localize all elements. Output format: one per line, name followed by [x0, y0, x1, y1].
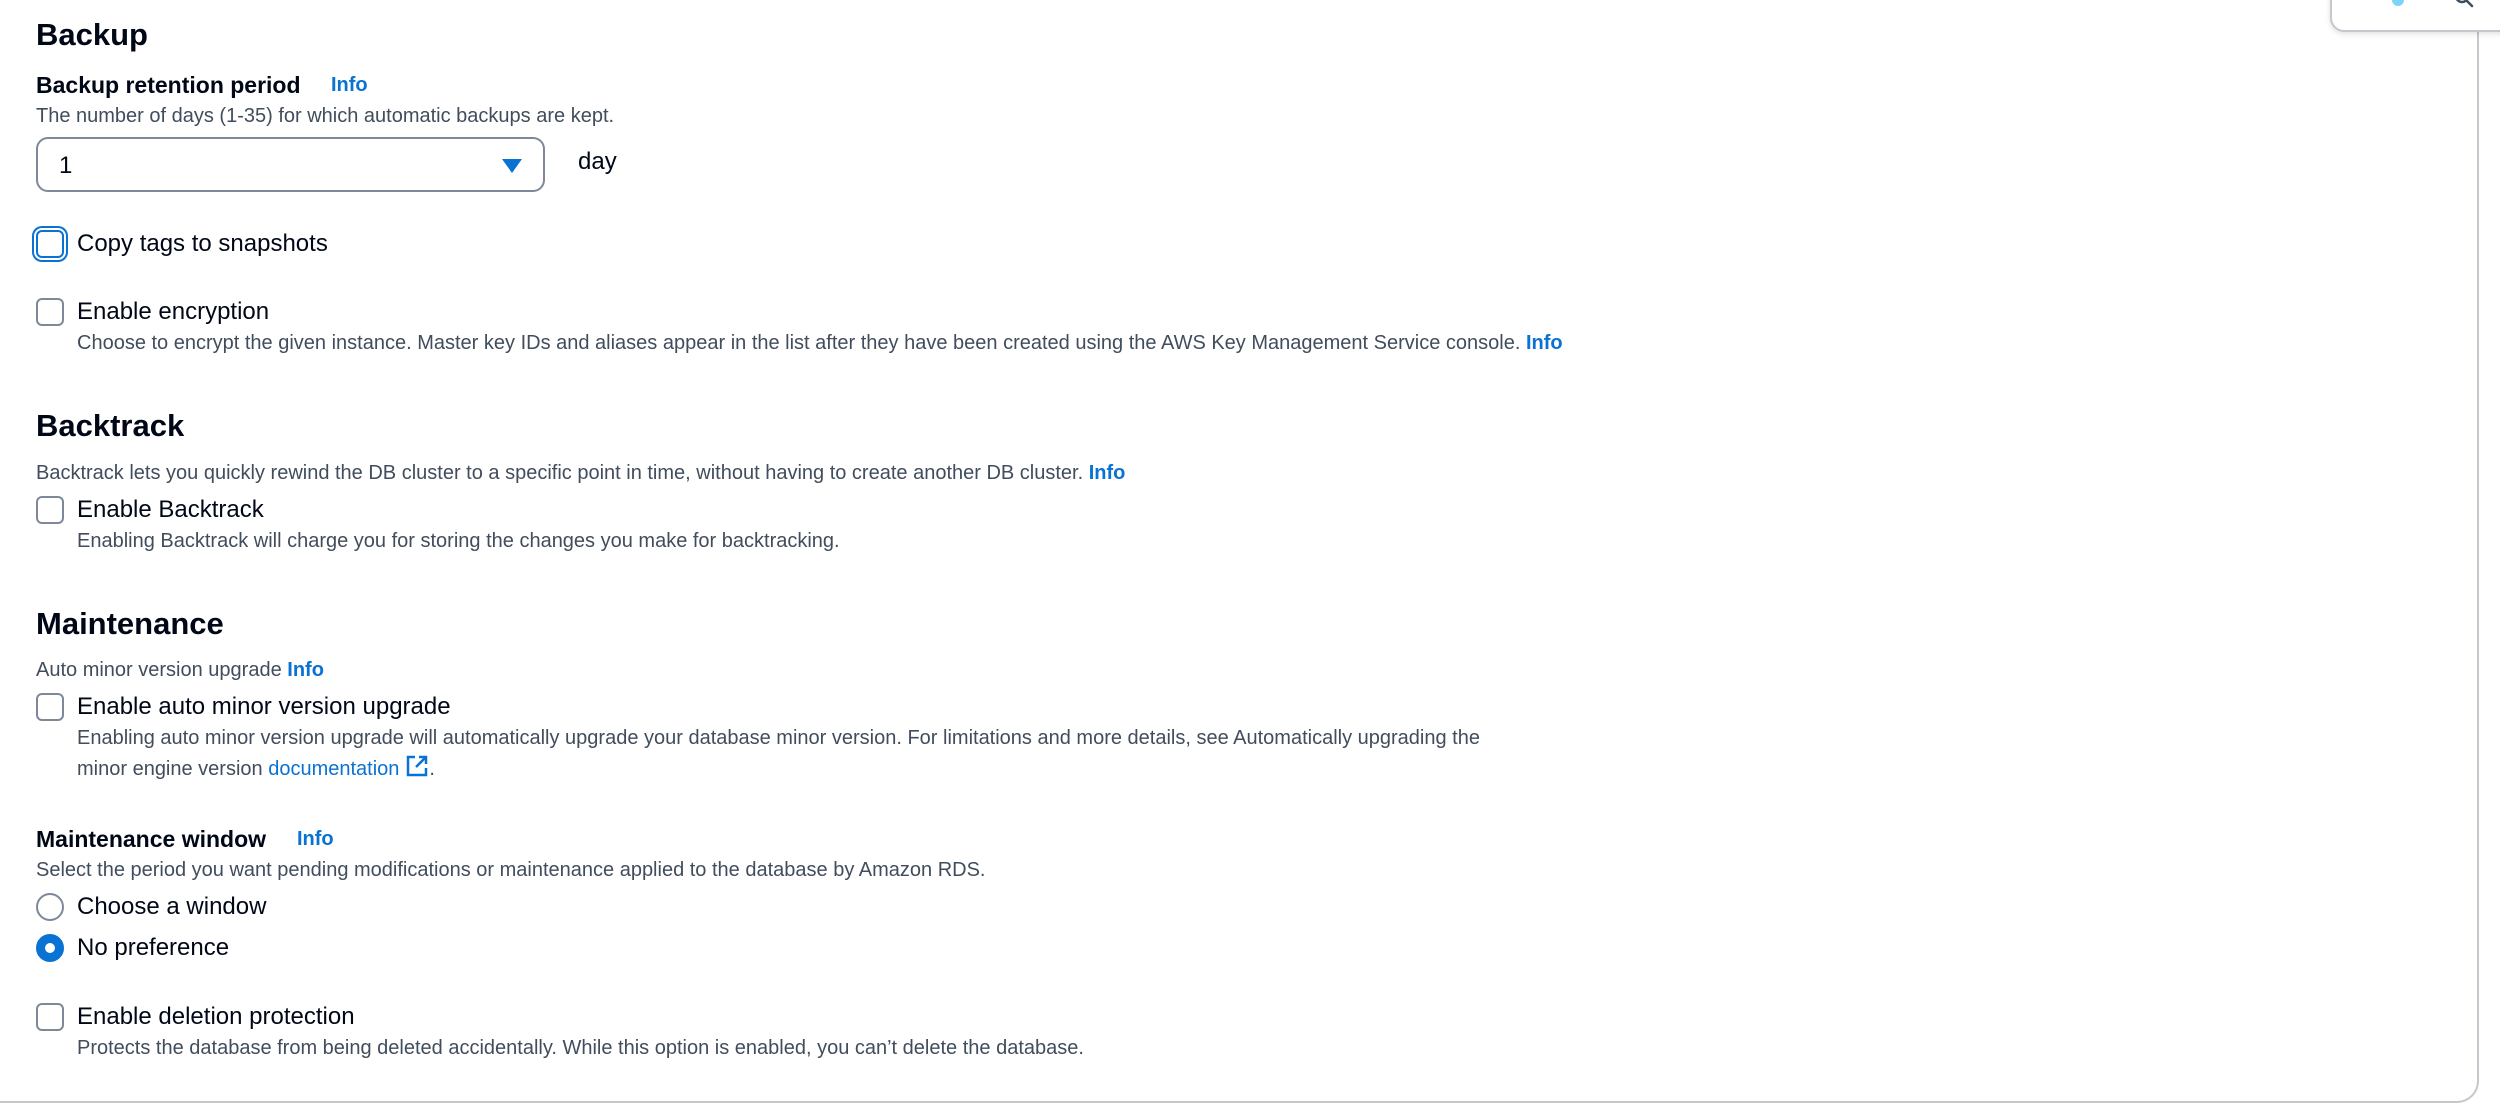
- external-link-icon: [405, 754, 429, 778]
- auto-minor-description-line2-text: minor engine version: [77, 758, 263, 780]
- auto-minor-upgrade-label[interactable]: Enable auto minor version upgrade: [77, 693, 451, 720]
- auto-minor-description-line1: Enabling auto minor version upgrade will automatically upgrade your database minor version. For limitations and more details, see Automatically upgrading the: [77, 727, 1480, 749]
- maintenance-window-label: Maintenance window: [36, 826, 267, 852]
- auto-minor-description-end: .: [429, 758, 435, 780]
- auto-minor-description-line2: [77, 754, 435, 781]
- copy-tags-label[interactable]: Copy tags to snapshots: [77, 230, 328, 257]
- maintenance-window-info-link[interactable]: Info: [297, 828, 334, 850]
- backtrack-heading: Backtrack: [36, 408, 185, 443]
- backtrack-enable-description: Enabling Backtrack will charge you for storing the changes you make for backtracking.: [77, 530, 840, 552]
- backtrack-description-text: Backtrack lets you quickly rewind the DB cluster to a specific point in time, without having to create another DB cluster.: [36, 462, 1084, 484]
- search-icon: [2452, 0, 2476, 10]
- radio-choose-window[interactable]: [36, 893, 64, 921]
- retention-period-select[interactable]: [36, 137, 545, 192]
- maintenance-window-description: Select the period you want pending modifications or maintenance applied to the database by Amazon RDS.: [36, 859, 986, 881]
- deletion-protection-description: Protects the database from being deleted accidentally. While this option is enabled, you can’t delete the database.: [77, 1037, 1084, 1059]
- enable-encryption-checkbox[interactable]: [36, 298, 64, 326]
- backtrack-info-link[interactable]: Info: [1088, 462, 1126, 484]
- backtrack-description: [36, 462, 1125, 485]
- enable-backtrack-label[interactable]: Enable Backtrack: [77, 496, 264, 523]
- status-dot: [2392, 0, 2404, 6]
- auto-minor-upgrade-checkbox[interactable]: [36, 693, 64, 721]
- documentation-link[interactable]: [268, 758, 429, 780]
- no-preference-label[interactable]: No preference: [77, 934, 230, 961]
- maintenance-heading: Maintenance: [36, 606, 224, 641]
- enable-encryption-label[interactable]: Enable encryption: [77, 298, 270, 325]
- retention-period-value: 1: [59, 152, 73, 179]
- retention-description: The number of days (1-35) for which automatic backups are kept.: [36, 105, 615, 127]
- choose-window-label[interactable]: Choose a window: [77, 893, 267, 920]
- encryption-info-link[interactable]: Info: [1525, 332, 1563, 354]
- deletion-protection-checkbox[interactable]: [36, 1003, 64, 1031]
- floating-search-chip[interactable]: [2330, 0, 2500, 32]
- caret-down-icon: [500, 157, 524, 175]
- encryption-description: [77, 332, 1563, 355]
- copy-tags-checkbox[interactable]: [36, 230, 64, 258]
- backup-heading: Backup: [36, 17, 148, 52]
- documentation-link-text: documentation: [268, 758, 400, 780]
- radio-no-preference[interactable]: [36, 934, 64, 962]
- auto-minor-title-text: Auto minor version upgrade: [36, 659, 282, 681]
- auto-minor-title: [36, 659, 324, 682]
- retention-info-link[interactable]: Info: [331, 74, 368, 96]
- encryption-description-text: Choose to encrypt the given instance. Master key IDs and aliases appear in the list after they have been created using the AWS Key Management Service console.: [77, 332, 1521, 354]
- enable-backtrack-checkbox[interactable]: [36, 496, 64, 524]
- auto-minor-info-link[interactable]: Info: [287, 659, 324, 681]
- retention-unit: day: [578, 148, 617, 175]
- retention-label: Backup retention period: [36, 72, 301, 98]
- deletion-protection-label[interactable]: Enable deletion protection: [77, 1003, 355, 1030]
